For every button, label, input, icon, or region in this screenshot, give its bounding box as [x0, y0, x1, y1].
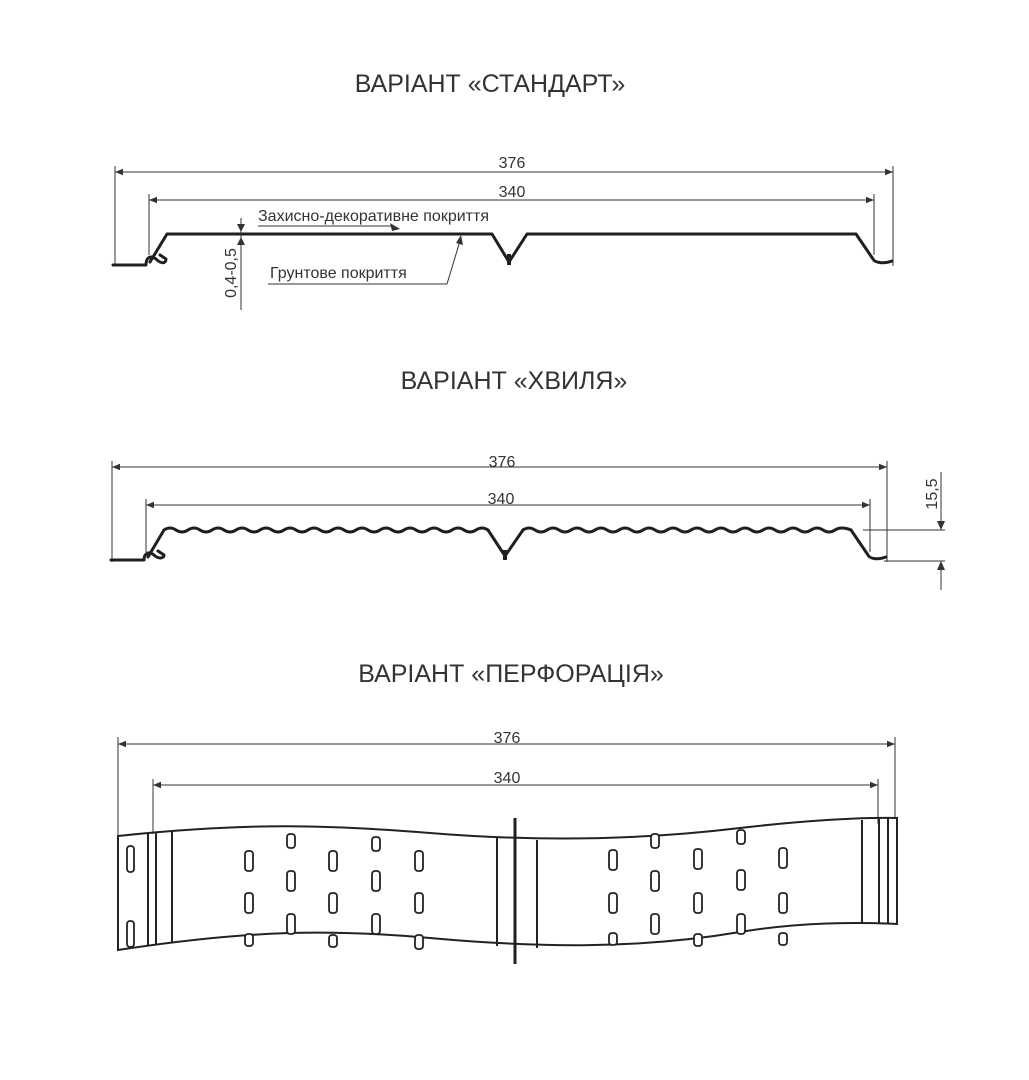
perforation-hole	[287, 871, 295, 891]
wave-height-label: 15,5	[924, 478, 941, 510]
wave-height-arrow-bottom	[937, 561, 945, 570]
perforation-hole	[737, 870, 745, 890]
perforation-hole	[245, 934, 253, 946]
wave-profile-left	[111, 530, 164, 560]
perforation-hole	[372, 871, 380, 891]
perforation-hole	[737, 914, 745, 934]
perforation-hole	[737, 830, 745, 844]
perforation-hole	[609, 850, 617, 870]
wave-height-arrow-top	[937, 521, 945, 530]
standard-primer-arrow	[456, 235, 463, 245]
perforation-hole	[694, 849, 702, 869]
perforation-hole	[245, 893, 253, 913]
wave-profile-top-right	[523, 528, 851, 532]
standard-coating-label: Захисно-декоративне покриття	[258, 208, 489, 225]
wave-profile-right	[851, 530, 886, 559]
standard-primer-leader-d	[447, 241, 460, 284]
perforation-hole	[779, 848, 787, 868]
standard-dim-overall: 376	[498, 155, 526, 172]
standard-dim-effective: 340	[498, 184, 526, 201]
perforation-edge-slot	[127, 921, 134, 947]
wave-dim-effective: 340	[487, 491, 515, 508]
perforation-hole	[245, 851, 253, 871]
perforation-hole	[329, 893, 337, 913]
perforation-hole	[651, 871, 659, 891]
perforation-hole	[329, 851, 337, 871]
perforation-hole	[694, 934, 702, 946]
perforation-hole	[287, 914, 295, 934]
wave-profile-top-left	[164, 528, 488, 532]
perforation-hole	[779, 933, 787, 945]
perforation-dim-overall: 376	[493, 730, 521, 747]
perforation-hole	[372, 837, 380, 851]
standard-primer-label: Грунтове покриття	[270, 265, 407, 282]
perforation-hole	[694, 893, 702, 913]
perforation-hole	[779, 893, 787, 913]
perforation-dim-effective: 340	[493, 770, 521, 787]
standard-title: ВАРІАНТ «СТАНДАРТ»	[354, 70, 626, 98]
standard-thickness-arrow-bottom	[237, 237, 245, 245]
perforation-hole	[609, 933, 617, 945]
wave-title: ВАРІАНТ «ХВИЛЯ»	[400, 367, 628, 395]
standard-thickness-label: 0,4-0,5	[223, 248, 240, 298]
perforation-hole	[651, 834, 659, 848]
perforation-hole	[415, 851, 423, 871]
perforation-hole	[415, 893, 423, 913]
wave-dim-overall: 376	[488, 454, 516, 471]
standard-thickness-arrow-top	[237, 224, 245, 232]
perforation-panel-outline	[118, 818, 897, 950]
perforation-title: ВАРІАНТ «ПЕРФОРАЦІЯ»	[358, 660, 664, 688]
perforation-hole	[287, 834, 295, 848]
perforation-hole	[651, 914, 659, 934]
perforation-hole	[329, 935, 337, 947]
perforation-hole	[609, 893, 617, 913]
perforation-hole	[372, 914, 380, 934]
perforation-hole	[415, 935, 423, 949]
perforation-edge-slot	[127, 846, 134, 872]
